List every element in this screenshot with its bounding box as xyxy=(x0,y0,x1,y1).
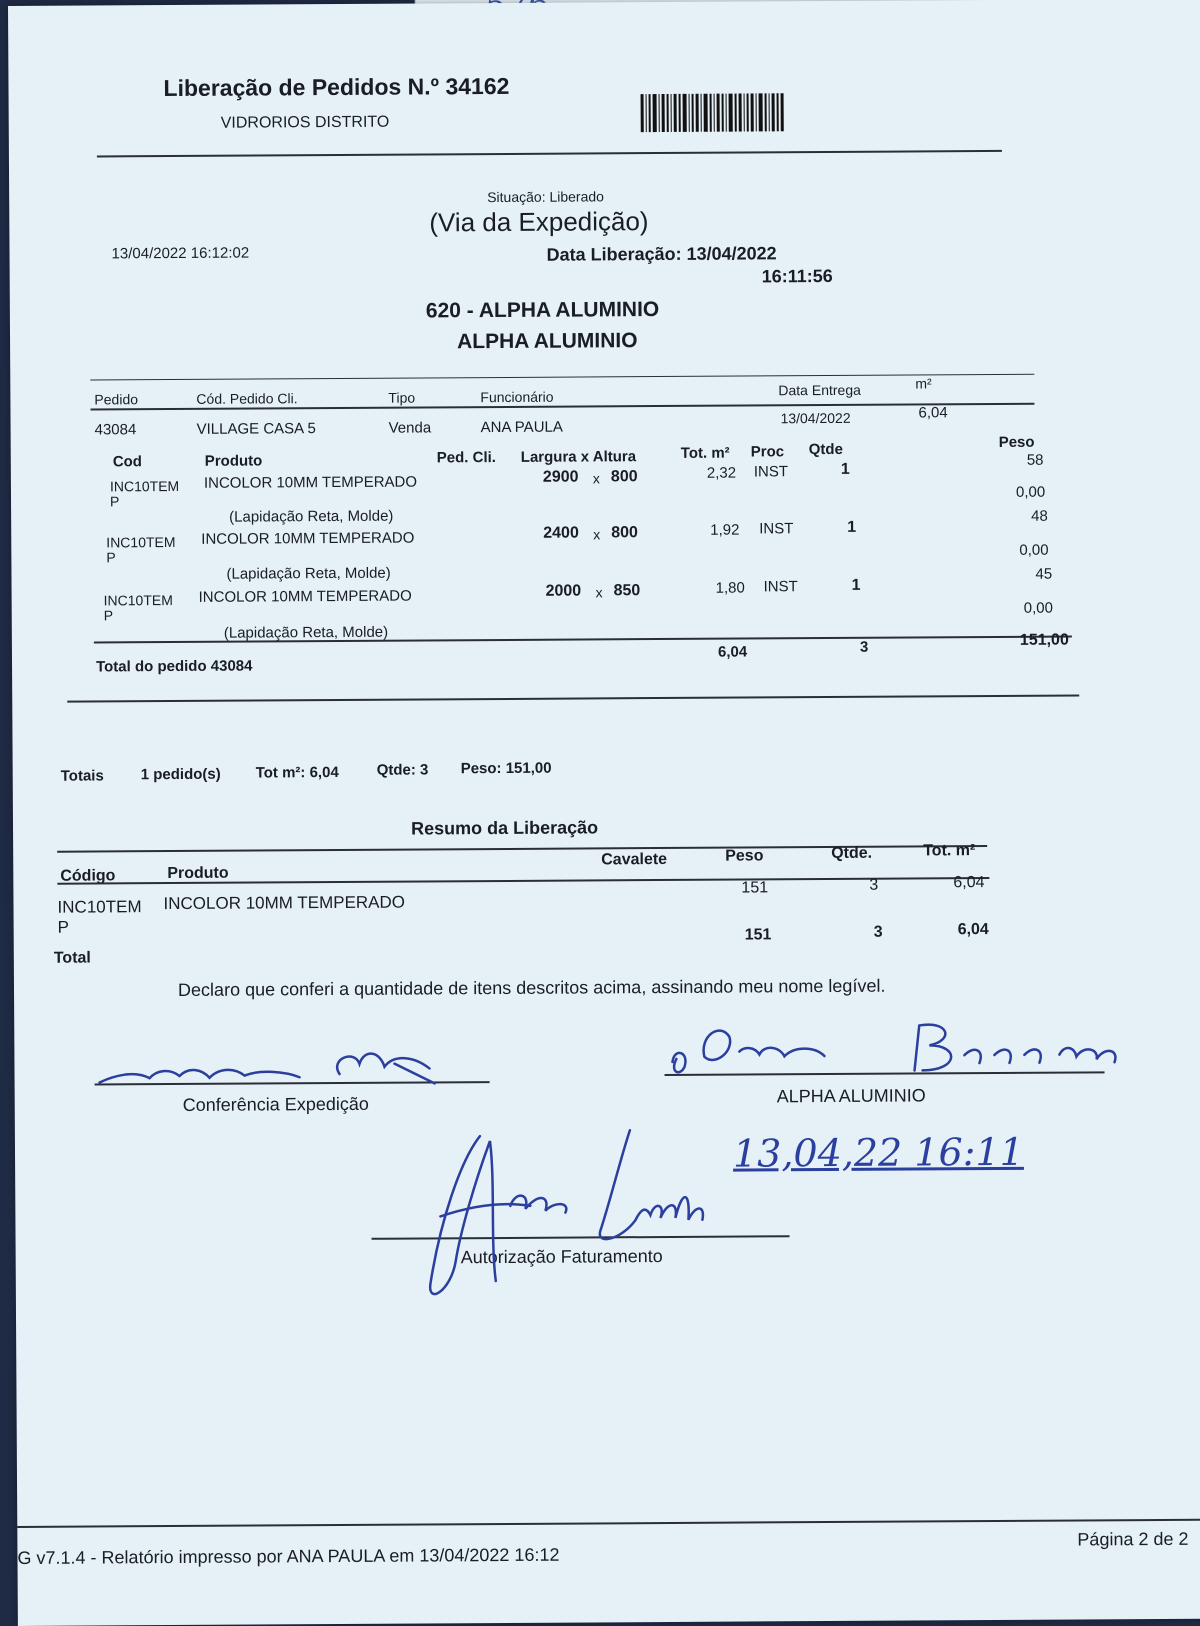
summary-col-codigo: Código xyxy=(60,867,116,885)
item-qty: 1 xyxy=(840,460,850,478)
order-total-qty: 3 xyxy=(859,638,869,656)
col-tot-m2: Tot. m² xyxy=(680,444,730,462)
summary-total-m2: 6,04 xyxy=(957,921,989,939)
client-code-name: 620 - ALPHA ALUMINIO xyxy=(425,298,660,323)
order-delivery-date: 13/04/2022 xyxy=(780,409,851,427)
item-times: x xyxy=(593,526,601,543)
summary-product: INCOLOR 10MM TEMPERADO xyxy=(163,892,406,914)
item-weight-extra: 0,00 xyxy=(1019,541,1049,559)
summary-col-cavalete: Cavalete xyxy=(601,850,668,869)
summary-total-weight: 151 xyxy=(744,926,772,944)
document-title: Liberação de Pedidos N.º 34162 xyxy=(163,72,510,102)
release-time: 16:11:56 xyxy=(761,265,833,287)
order-m2: 6,04 xyxy=(918,404,948,422)
totals-weight: Peso: 151,00 xyxy=(460,759,552,778)
item-qty: 1 xyxy=(851,576,861,594)
order-bottom-rule xyxy=(67,694,1079,702)
summary-m2: 6,04 xyxy=(953,874,985,892)
signature-conferencia xyxy=(94,1038,454,1100)
footer-printed-by: G v7.1.4 - Relatório impresso por ANA PAULA em 13/04/2022 16:12 xyxy=(17,1544,560,1568)
item-times: x xyxy=(595,584,603,601)
item-code-suffix: P xyxy=(103,607,114,624)
totals-qty: Qtde: 3 xyxy=(376,761,429,779)
item-width: 2000 xyxy=(545,582,582,600)
col-pedido: Pedido xyxy=(94,391,139,408)
summary-code-suffix: P xyxy=(57,917,70,937)
summary-col-produto: Produto xyxy=(167,864,229,883)
totals-m2: Tot m²: 6,04 xyxy=(255,763,339,782)
footer-rule xyxy=(17,1519,1200,1528)
summary-col-peso: Peso xyxy=(725,847,764,865)
col-largura-altura: Largura x Altura xyxy=(520,448,637,466)
summary-total-qty: 3 xyxy=(873,923,883,941)
page-number: Página 2 de 2 xyxy=(1077,1528,1189,1550)
item-weight: 45 xyxy=(1035,565,1053,583)
order-top-rule xyxy=(90,374,1034,381)
item-height: 800 xyxy=(610,468,638,486)
item-code: INC10TEM xyxy=(106,533,176,551)
col-cod-pedido-cli: Cód. Pedido Cli. xyxy=(196,390,298,407)
order-total-label: Total do pedido 43084 xyxy=(95,657,253,676)
item-product: INCOLOR 10MM TEMPERADO xyxy=(198,587,412,606)
col-proc: Proc xyxy=(750,443,785,461)
item-height: 850 xyxy=(613,582,641,600)
item-tot-m2: 1,80 xyxy=(715,579,745,597)
item-weight-extra: 0,00 xyxy=(1015,483,1046,501)
declaration-text: Declaro que conferi a quantidade de itens descritos acima, assinando meu nome legível. xyxy=(177,975,886,1000)
barcode xyxy=(641,93,797,132)
print-timestamp: 13/04/2022 16:12:02 xyxy=(111,244,250,263)
order-total-m2: 6,04 xyxy=(717,643,748,661)
item-weight: 58 xyxy=(1026,451,1044,469)
col-cod: Cod xyxy=(112,453,143,471)
summary-col-totm2: Tot. m² xyxy=(923,842,976,860)
signature-client xyxy=(664,1014,1134,1087)
item-tot-m2: 2,32 xyxy=(706,464,737,482)
item-times: x xyxy=(592,470,600,487)
col-tipo: Tipo xyxy=(388,389,416,406)
totals-label: Totais xyxy=(60,767,104,785)
item-note: (Lapidação Reta, Molde) xyxy=(226,564,391,583)
header-rule xyxy=(97,150,1002,158)
via-label: (Via da Expedição) xyxy=(429,206,649,238)
item-qty: 1 xyxy=(847,518,857,536)
release-document xyxy=(8,0,1200,1626)
release-date: Data Liberação: 13/04/2022 xyxy=(546,243,777,265)
company-name: VIDRORIOS DISTRITO xyxy=(220,113,390,132)
item-height: 800 xyxy=(611,524,638,542)
col-ped-cli: Ped. Cli. xyxy=(436,449,497,467)
item-note: (Lapidação Reta, Molde) xyxy=(223,623,389,642)
item-width: 2900 xyxy=(542,468,579,486)
signature-label-autorizacao: Autorização Faturamento xyxy=(460,1246,663,1268)
totals-orders: 1 pedido(s) xyxy=(140,765,221,784)
item-weight-extra: 0,00 xyxy=(1023,599,1053,617)
col-m2: m² xyxy=(915,375,932,392)
order-employee: ANA PAULA xyxy=(480,418,563,437)
summary-col-qtde: Qtde. xyxy=(831,844,873,862)
summary-code: INC10TEM xyxy=(57,897,142,917)
signature-autorizacao xyxy=(420,1120,721,1307)
summary-qty: 3 xyxy=(869,876,879,894)
item-proc: INST xyxy=(753,463,789,481)
col-peso: Peso xyxy=(998,433,1035,451)
col-funcionario: Funcionário xyxy=(480,388,554,406)
handwritten-date: 13,04,22 16:11 xyxy=(732,1129,1024,1176)
order-client-code: VILLAGE CASA 5 xyxy=(196,420,316,438)
item-code: INC10TEM xyxy=(109,477,180,495)
order-type: Venda xyxy=(388,419,432,437)
client-name: ALPHA ALUMINIO xyxy=(456,329,638,354)
col-produto: Produto xyxy=(204,452,263,470)
status-text: Situação: Liberado xyxy=(487,188,604,206)
col-data-entrega: Data Entrega xyxy=(778,381,861,399)
item-code-suffix: P xyxy=(106,549,116,566)
item-code: INC10TEM xyxy=(103,592,173,609)
order-total-weight: 151,00 xyxy=(1019,631,1069,649)
item-weight: 48 xyxy=(1031,507,1048,525)
signature-label-client: ALPHA ALUMINIO xyxy=(776,1085,926,1107)
summary-title: Resumo da Liberação xyxy=(410,817,599,839)
col-qtde: Qtde xyxy=(808,440,843,459)
item-product: INCOLOR 10MM TEMPERADO xyxy=(201,529,415,548)
item-proc: INST xyxy=(763,578,798,596)
signature-label-conferencia: Conferência Expedição xyxy=(182,1093,369,1115)
item-code-suffix: P xyxy=(109,493,120,510)
item-proc: INST xyxy=(759,520,794,538)
item-width: 2400 xyxy=(543,524,579,542)
summary-weight: 151 xyxy=(741,879,769,897)
order-number: 43084 xyxy=(94,421,137,439)
item-product: INCOLOR 10MM TEMPERADO xyxy=(203,473,418,492)
item-tot-m2: 1,92 xyxy=(710,521,740,539)
summary-total-label: Total xyxy=(53,949,91,967)
item-note: (Lapidação Reta, Molde) xyxy=(229,507,394,526)
